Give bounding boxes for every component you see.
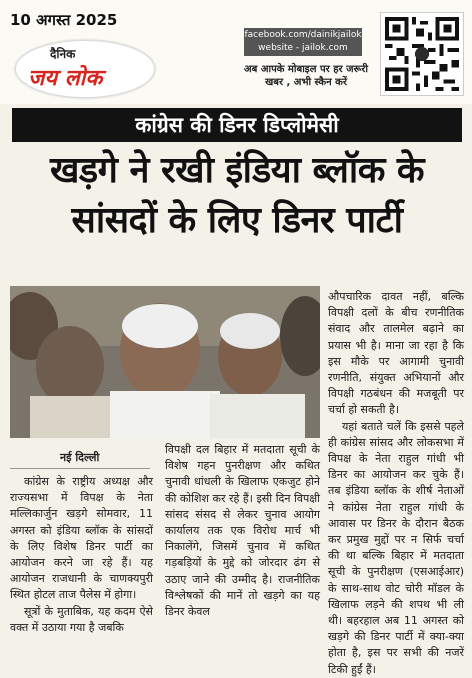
- paragraph: औपचारिक दावत नहीं, बल्कि विपक्षी दलों के बीच रणनीतिक संवाद और तालमेल बढ़ाने का प्रयास भी है। माना जा रहा है कि इस मौके पर आगामी चुनावी रणनीति, संयुक्त अभियानों और विपक्षी गठबंधन की मजबूती पर चर्चा हो सकती है।: [328, 290, 464, 417]
- facebook-link[interactable]: facebook.com/dainikjailok: [244, 30, 362, 40]
- paragraph: कांग्रेस के राष्ट्रीय अध्यक्ष और राज्यसभा में विपक्ष के नेता मल्लिकार्जुन खड़गे सोमवार, 11 अगस्त को इंडिया ब्लॉक के सांसदों के लिए विशेष डिनर पार्टी का आयोजन करने जा रहे हैं। यह आयोजन राजधानी के चाणक्यपुरी स्थित होटल ताज पैलेस में होगा।: [10, 475, 153, 602]
- kicker-banner: कांग्रेस की डिनर डिप्लोमेसी: [12, 108, 462, 142]
- masthead: [0, 0, 472, 104]
- logo-title: जय लोक: [28, 66, 103, 91]
- paragraph: विपक्षी दल बिहार में मतदाता सूची के विशेष गहन पुनरीक्षण और कथित चुनावी धांधली के खिलाफ एकजुट होने की कोशिश कर रहे हैं। इसी दिन विपक्षी सांसद संसद से लेकर चुनाव आयोग कार्यालय तक एक विरोध मार्च भी निकालेंगे, जिसमें चुनाव में कथित गड़बड़ियों के मुद्दे को जोरदार ढंग से उठाए जाने की उम्मीद है। राजनीतिक विश्लेषकों की मानें तो खड़गे का यह डिनर केवल: [165, 443, 320, 619]
- paragraph: सूत्रों के मुताबिक, यह कदम ऐसे वक्त में उठाया गया है जबकि: [10, 604, 153, 634]
- article-photo: [10, 286, 320, 438]
- paragraph: यहां बताते चलें कि इससे पहले ही कांग्रेस सांसद और लोकसभा में विपक्ष के नेता राहुल गांधी भी डिनर का आयोजन कर चुके हैं। तब इंडिया ब्लॉक के शीर्ष नेताओं ने कांग्रेस नेता राहुल गांधी के आवास पर डिनर के दौरान बैठक कर प्रमुख मुद्दों पर न सिर्फ चर्चा की था बल्कि बिहार में मतदाता सूची के पुनरीक्षण (एसआईआर) के साथ-साथ वोट चोरी मॉडल के खिलाफ लड़ने की शपथ भी ली थी। बहरहाल अब 11 अगस्त को खड़गे की डिनर पार्टी में क्या-क्या होता है, इस पर सभी की नजरें टिकी हुईं हैं।: [328, 419, 464, 676]
- headline-line-1: खड़गे ने रखी इंडिया ब्लॉक के: [49, 150, 425, 191]
- website-link[interactable]: website - jailok.com: [258, 43, 348, 53]
- headline-line-2: सांसदों के लिए डिनर पार्टी: [71, 200, 403, 241]
- article-column-3: [328, 289, 464, 678]
- qr-code-icon[interactable]: [380, 12, 464, 96]
- headline: [8, 146, 466, 246]
- logo-prefix: दैनिक: [50, 47, 76, 61]
- issue-date: 10 अगस्त 2025: [10, 11, 118, 29]
- article-column-1: [10, 474, 153, 636]
- article-column-2: [165, 442, 320, 620]
- scan-tagline: अब आपके मोबाइल पर हर जरूरी खबर , अभी स्कैन करें: [244, 64, 368, 88]
- social-links-box: [244, 28, 362, 56]
- dateline-divider: [10, 468, 150, 469]
- dateline: नई दिल्ली: [60, 451, 100, 464]
